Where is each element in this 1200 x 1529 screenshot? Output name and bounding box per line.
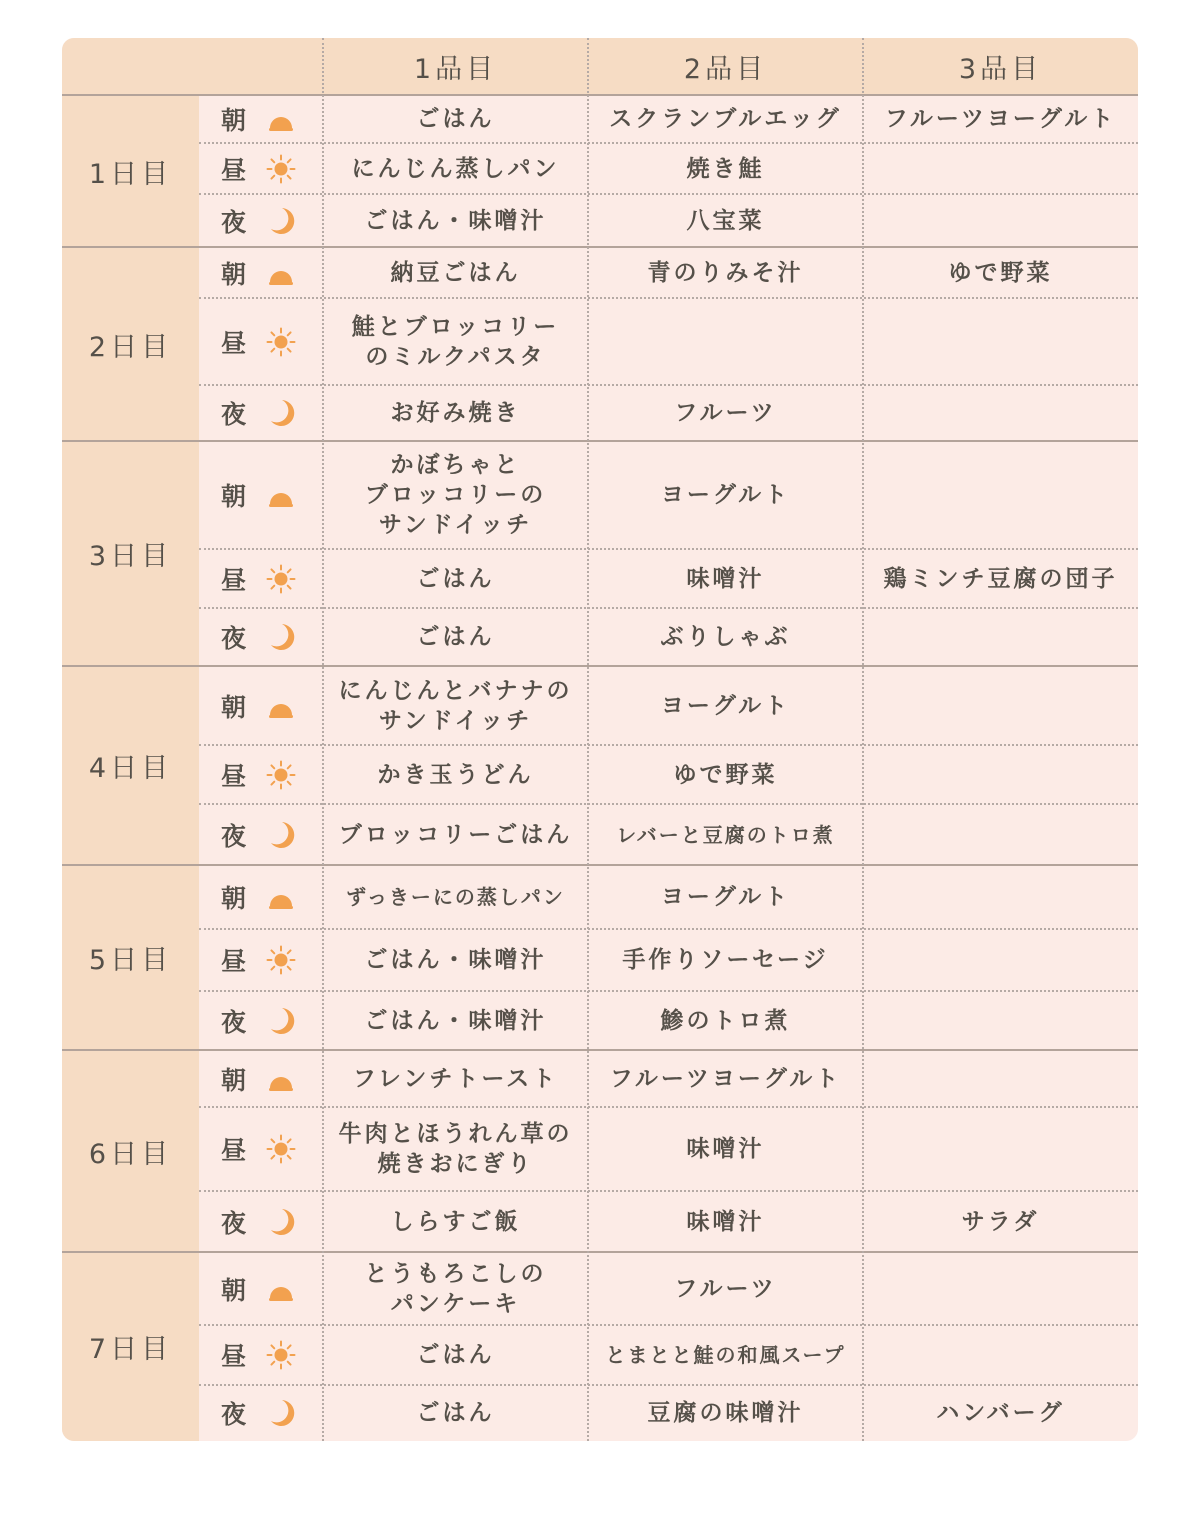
- dish-cell: [863, 991, 1138, 1050]
- dish-cell: とまとと鮭の和風スープ: [605, 1343, 846, 1367]
- column-header-3: 3品目: [958, 54, 1043, 85]
- dish-cell: ごはん: [416, 624, 495, 650]
- meal-slot: [199, 1191, 323, 1252]
- meal-label: 朝: [221, 482, 249, 511]
- column-divider: [322, 38, 324, 1441]
- dish-cell: ブロッコリーごはん: [338, 821, 573, 848]
- row-divider: [199, 548, 1138, 550]
- row-divider: [199, 142, 1138, 144]
- dish-cell: フルーツ: [674, 1275, 777, 1302]
- sun-icon: [266, 1134, 296, 1164]
- dish-cell: 味噌汁: [686, 1136, 765, 1162]
- dish-cell: [863, 929, 1138, 991]
- dish-cell: [863, 745, 1138, 804]
- dish-cell: ごはん: [416, 106, 495, 132]
- day-label: 6日目: [62, 1050, 199, 1252]
- meal-slot: [199, 608, 323, 666]
- dish-cell: 青のりみそ汁: [647, 259, 804, 286]
- dish-cell: スクランブルエッグ: [609, 106, 842, 132]
- sun-icon: [266, 1340, 296, 1370]
- dish-cell: ごはん: [416, 565, 495, 592]
- meal-slot: [199, 385, 323, 441]
- row-divider: [199, 1384, 1138, 1386]
- meal-slot: [199, 247, 323, 298]
- meal-slot: [199, 143, 323, 194]
- dish-cell: ゆで野菜: [673, 761, 778, 788]
- day-label: 1日目: [62, 95, 199, 247]
- crescent-moon-icon: [266, 398, 296, 428]
- row-divider: [199, 1324, 1138, 1326]
- dish-cell: サラダ: [961, 1208, 1040, 1235]
- crescent-moon-icon: [266, 1006, 296, 1036]
- dish-cell: しらすご飯: [390, 1208, 521, 1235]
- dish-cell: ごはん・味噌汁: [364, 1007, 547, 1034]
- column-header-1: 1品目: [413, 54, 498, 85]
- meal-slot: [199, 1385, 323, 1441]
- day-separator: [62, 1049, 1138, 1051]
- meal-label: 朝: [221, 1275, 249, 1305]
- dish-cell: [863, 608, 1138, 666]
- meal-label: 夜: [221, 624, 249, 653]
- day-label: 4日目: [62, 666, 199, 865]
- meal-label: 夜: [221, 207, 249, 237]
- dish-cell: にんじん蒸しパン: [351, 155, 560, 182]
- dish-cell: [863, 1107, 1138, 1191]
- meal-label: 昼: [221, 328, 249, 358]
- row-divider: [199, 990, 1138, 992]
- crescent-moon-icon: [266, 820, 296, 850]
- meal-label: 夜: [221, 1208, 249, 1238]
- row-divider: [199, 1106, 1138, 1108]
- dish-cell: ごはん・味噌汁: [364, 947, 547, 973]
- meal-label: 夜: [221, 400, 249, 429]
- column-header-2: 2品目: [683, 54, 768, 85]
- meal-slot: [199, 194, 323, 247]
- meal-slot: [199, 991, 323, 1050]
- sunrise-icon: [266, 1274, 296, 1304]
- dish-cell: ごはん・味噌汁: [364, 207, 547, 234]
- day-label: 5日目: [62, 865, 199, 1050]
- dish-cell: [588, 298, 863, 385]
- dish-cell: にんじんとバナナの サンドイッチ: [338, 677, 573, 734]
- meal-slot: [199, 804, 323, 865]
- meal-slot: [199, 1050, 323, 1107]
- row-divider: [199, 297, 1138, 299]
- crescent-moon-icon: [266, 1398, 296, 1428]
- row-divider: [199, 193, 1138, 195]
- row-divider: [199, 1190, 1138, 1192]
- meal-slot: [199, 865, 323, 929]
- dish-cell: 牛肉とほうれん草の 焼きおにぎり: [338, 1121, 573, 1177]
- dish-cell: 味噌汁: [686, 565, 765, 592]
- row-divider: [199, 928, 1138, 930]
- dish-cell: お好み焼き: [390, 400, 521, 426]
- row-divider: [199, 744, 1138, 746]
- day-separator: [62, 1251, 1138, 1253]
- dish-cell: 鶏ミンチ豆腐の団子: [883, 565, 1118, 592]
- dish-cell: ごはん: [416, 1400, 495, 1426]
- dish-cell: [863, 194, 1138, 247]
- dish-cell: 焼き鮭: [686, 155, 765, 182]
- meal-slot: [199, 441, 323, 549]
- meal-slot: [199, 549, 323, 608]
- dish-cell: ヨーグルト: [660, 692, 791, 719]
- dish-cell: ヨーグルト: [660, 482, 791, 508]
- dish-cell: [863, 1050, 1138, 1107]
- meal-label: 朝: [221, 692, 249, 722]
- meal-label: 昼: [221, 155, 249, 185]
- dish-cell: 鯵のトロ煮: [660, 1007, 791, 1034]
- dish-cell: [863, 865, 1138, 929]
- row-divider: [199, 607, 1138, 609]
- sun-icon: [266, 154, 296, 184]
- day-separator: [62, 665, 1138, 667]
- meal-label: 昼: [221, 947, 249, 976]
- meal-label: 昼: [221, 1342, 249, 1371]
- dish-cell: [863, 441, 1138, 549]
- dish-cell: レバーと豆腐のトロ煮: [616, 822, 835, 847]
- meal-label: 朝: [221, 259, 249, 289]
- dish-cell: 味噌汁: [686, 1208, 765, 1235]
- meal-label: 朝: [221, 1065, 249, 1095]
- dish-cell: ぶりしゃぶ: [660, 624, 791, 650]
- meal-slot: [199, 666, 323, 745]
- day-label: 7日目: [62, 1252, 199, 1441]
- meal-label: 昼: [221, 761, 249, 791]
- meal-slot: [199, 298, 323, 385]
- meal-label: 夜: [221, 821, 249, 851]
- meal-slot: [199, 1252, 323, 1325]
- dish-cell: 豆腐の味噌汁: [647, 1400, 804, 1426]
- dish-cell: [863, 804, 1138, 865]
- dish-cell: ハンバーグ: [936, 1400, 1065, 1426]
- sun-icon: [266, 327, 296, 357]
- day-separator: [62, 864, 1138, 866]
- dish-cell: ヨーグルト: [660, 884, 791, 910]
- row-divider: [199, 384, 1138, 386]
- weekly-menu-table: [62, 38, 1138, 1441]
- dish-cell: [863, 1252, 1138, 1325]
- dish-cell: かき玉うどん: [377, 761, 534, 788]
- dish-cell: 鮭とブロッコリー のミルクパスタ: [351, 313, 560, 370]
- sun-icon: [266, 760, 296, 790]
- column-divider: [587, 38, 589, 1441]
- day-separator: [62, 440, 1138, 442]
- meal-slot: [199, 1325, 323, 1385]
- sunrise-icon: [266, 258, 296, 288]
- crescent-moon-icon: [266, 206, 296, 236]
- dish-cell: 八宝菜: [686, 207, 765, 234]
- meal-slot: [199, 1107, 323, 1191]
- day-separator: [62, 94, 1138, 96]
- sun-icon: [266, 945, 296, 975]
- dish-cell: [863, 666, 1138, 745]
- sun-icon: [266, 564, 296, 594]
- sunrise-icon: [266, 882, 296, 912]
- column-divider: [862, 38, 864, 1441]
- sunrise-icon: [266, 1064, 296, 1094]
- meal-label: 昼: [221, 565, 249, 595]
- day-label: 2日目: [62, 247, 199, 441]
- meal-slot: [199, 745, 323, 804]
- dish-cell: [863, 385, 1138, 441]
- meal-label: 朝: [221, 106, 249, 135]
- dish-cell: [863, 143, 1138, 194]
- dish-cell: ずっきーにの蒸しパン: [346, 885, 565, 909]
- meal-slot: [199, 929, 323, 991]
- day-separator: [62, 246, 1138, 248]
- dish-cell: フルーツヨーグルト: [609, 1065, 842, 1092]
- meal-slot: [199, 95, 323, 143]
- sunrise-icon: [266, 104, 296, 134]
- day-label: 3日目: [62, 441, 199, 666]
- dish-cell: ごはん: [416, 1342, 495, 1368]
- meal-label: 朝: [221, 884, 249, 913]
- dish-cell: 納豆ごはん: [390, 259, 521, 286]
- dish-cell: [863, 298, 1138, 385]
- dish-cell: フルーツヨーグルト: [884, 106, 1117, 132]
- meal-label: 昼: [221, 1136, 249, 1165]
- dish-cell: ゆで野菜: [948, 259, 1053, 286]
- meal-label: 夜: [221, 1007, 249, 1037]
- meal-label: 夜: [221, 1400, 249, 1429]
- row-divider: [199, 803, 1138, 805]
- sunrise-icon: [266, 691, 296, 721]
- sunrise-icon: [266, 480, 296, 510]
- dish-cell: かぼちゃと ブロッコリーの サンドイッチ: [364, 452, 547, 538]
- crescent-moon-icon: [266, 1207, 296, 1237]
- dish-cell: フレンチトースト: [352, 1065, 559, 1092]
- dish-cell: フルーツ: [674, 400, 777, 426]
- dish-cell: 手作りソーセージ: [622, 947, 829, 973]
- dish-cell: [863, 1325, 1138, 1385]
- crescent-moon-icon: [266, 622, 296, 652]
- dish-cell: とうもろこしの パンケーキ: [364, 1260, 547, 1317]
